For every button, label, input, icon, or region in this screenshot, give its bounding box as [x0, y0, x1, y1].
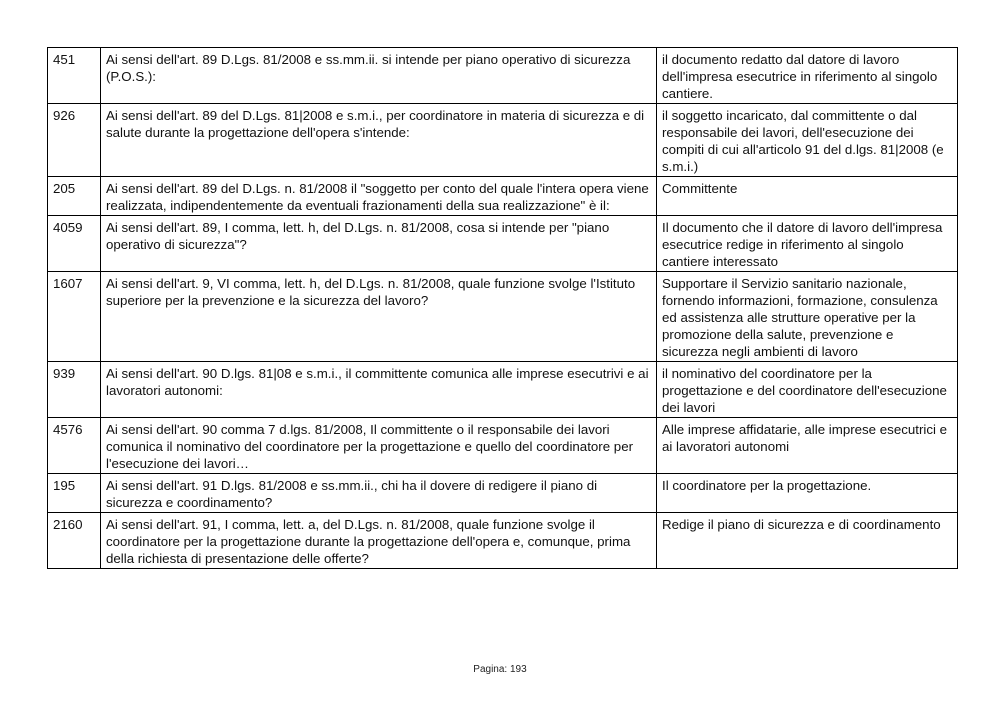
answer-text: il soggetto incaricato, dal committente o dal responsabile dei lavori, dell'esecuzione dei compiti di cui all'articolo 91 del d.lgs. 81|2008 (e s.m.i.): [657, 104, 958, 177]
question-text: Ai sensi dell'art. 90 comma 7 d.lgs. 81/2008, Il committente o il responsabile dei lavori comunica il nominativo del coordinatore per la progettazione e quello del coordinatore per l'esecuzione dei lavori…: [101, 418, 657, 474]
question-text: Ai sensi dell'art. 91, I comma, lett. a, del D.Lgs. n. 81/2008, quale funzione svolge il coordinatore per la progettazione durante la progettazione dell'opera e, comunque, prima della richiesta di presentazione delle offerte?: [101, 513, 657, 569]
question-text: Ai sensi dell'art. 89 D.Lgs. 81/2008 e ss.mm.ii. si intende per piano operativo di sicurezza (P.O.S.):: [101, 48, 657, 104]
question-text: Ai sensi dell'art. 91 D.lgs. 81/2008 e ss.mm.ii., chi ha il dovere di redigere il piano di sicurezza e coordinamento?: [101, 474, 657, 513]
question-id: 926: [48, 104, 101, 177]
question-text: Ai sensi dell'art. 89 del D.Lgs. 81|2008 e s.m.i., per coordinatore in materia di sicurezza e di salute durante la progettazione dell'opera s'intende:: [101, 104, 657, 177]
question-id: 2160: [48, 513, 101, 569]
question-id: 195: [48, 474, 101, 513]
answer-text: il documento redatto dal datore di lavoro dell'impresa esecutrice in riferimento al singolo cantiere.: [657, 48, 958, 104]
table-row: [48, 272, 958, 362]
table-row: [48, 177, 958, 216]
question-text: Ai sensi dell'art. 89, I comma, lett. h, del D.Lgs. n. 81/2008, cosa si intende per "piano operativo di sicurezza"?: [101, 216, 657, 272]
answer-text: Supportare il Servizio sanitario nazionale, fornendo informazioni, formazione, consulenza ed assistenza alle strutture operative per la promozione della salute, prevenzione e sicurezza negli ambienti di lavoro: [657, 272, 958, 362]
answer-text: Alle imprese affidatarie, alle imprese esecutrici e ai lavoratori autonomi: [657, 418, 958, 474]
question-id: 4576: [48, 418, 101, 474]
table-row: [48, 104, 958, 177]
question-text: Ai sensi dell'art. 9, VI comma, lett. h, del D.Lgs. n. 81/2008, quale funzione svolge l'Istituto superiore per la prevenzione e la sicurezza del lavoro?: [101, 272, 657, 362]
page-number: Pagina: 193: [473, 664, 527, 675]
question-id: 4059: [48, 216, 101, 272]
question-id: 1607: [48, 272, 101, 362]
question-table: [47, 47, 958, 569]
question-text: Ai sensi dell'art. 89 del D.Lgs. n. 81/2008 il "soggetto per conto del quale l'intera opera viene realizzata, indipendentemente da eventuali frazionamenti della sua realizzazione" è il:: [101, 177, 657, 216]
table-row: [48, 216, 958, 272]
table-row: [48, 48, 958, 104]
answer-text: Redige il piano di sicurezza e di coordinamento: [657, 513, 958, 569]
answer-text: Il coordinatore per la progettazione.: [657, 474, 958, 513]
question-id: 451: [48, 48, 101, 104]
question-id: 205: [48, 177, 101, 216]
table-row: [48, 418, 958, 474]
table-row: [48, 362, 958, 418]
table-row: [48, 474, 958, 513]
answer-text: Committente: [657, 177, 958, 216]
answer-text: Il documento che il datore di lavoro dell'impresa esecutrice redige in riferimento al singolo cantiere interessato: [657, 216, 958, 272]
question-text: Ai sensi dell'art. 90 D.lgs. 81|08 e s.m.i., il committente comunica alle imprese esecutrivi e ai lavoratori autonomi:: [101, 362, 657, 418]
table-row: [48, 513, 958, 569]
answer-text: il nominativo del coordinatore per la progettazione e del coordinatore dell'esecuzione dei lavori: [657, 362, 958, 418]
question-id: 939: [48, 362, 101, 418]
